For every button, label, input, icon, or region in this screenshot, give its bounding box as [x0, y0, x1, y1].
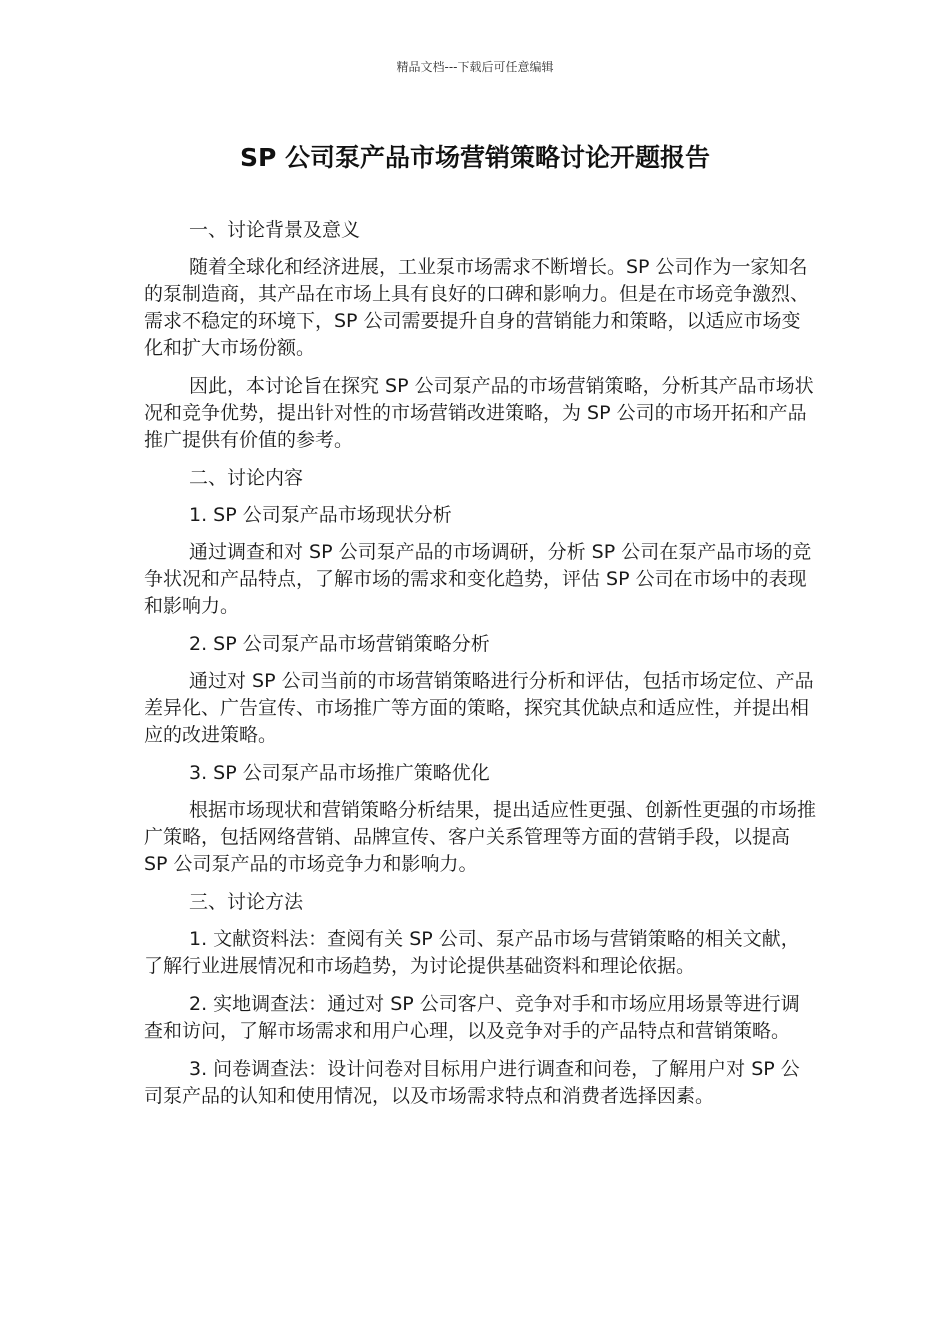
paragraph-background-2: 因此，本讨论旨在探究 SP 公司泵产品的市场营销策略，分析其产品市场状况和竞争优势，提出针对性的市场营销改进策略，为 SP 公司的市场开拓和产品推广提供有价值的参考。: [144, 375, 814, 451]
paragraph-method-literature: 1. 文献资料法：查阅有关 SP 公司、泵产品市场与营销策略的相关文献，了解行业进展情况和市场趋势，为讨论提供基础资料和理论依据。: [144, 928, 800, 977]
document-body: [144, 217, 816, 1121]
page-header-note: 精品文档---下载后可任意编辑: [396, 60, 554, 74]
subheading-marketing-strategy: 2. SP 公司泵产品市场营销策略分析: [189, 633, 490, 655]
subheading-market-status: 1. SP 公司泵产品市场现状分析: [189, 504, 452, 526]
paragraph-method-field-survey: 2. 实地调查法：通过对 SP 公司客户、竞争对手和市场应用场景等进行调查和访问，了解市场需求和用户心理，以及竞争对手的产品特点和营销策略。: [144, 993, 800, 1042]
paragraph-background-1: 随着全球化和经济进展，工业泵市场需求不断增长。SP 公司作为一家知名的泵制造商，其产品在市场上具有良好的口碑和影响力。但是在市场竞争激烈、需求不稳定的环境下，SP 公司需要提升自身的营销能力和策略，以适应市场变化和扩大市场份额。: [144, 256, 810, 359]
section-heading-content: 二、讨论内容: [189, 467, 304, 489]
paragraph-market-status: 通过调查和对 SP 公司泵产品的市场调研，分析 SP 公司在泵产品市场的竞争状况和产品特点，了解市场的需求和变化趋势，评估 SP 公司在市场中的表现和影响力。: [144, 541, 812, 617]
paragraph-method-questionnaire: 3. 问卷调查法：设计问卷对目标用户进行调查和问卷，了解用户对 SP 公司泵产品的认知和使用情况，以及市场需求特点和消费者选择因素。: [144, 1058, 800, 1107]
document-title: SP 公司泵产品市场营销策略讨论开题报告: [239, 143, 711, 172]
paragraph-promotion-optimization: 根据市场现状和营销策略分析结果，提出适应性更强、创新性更强的市场推广策略，包括网络营销、品牌宣传、客户关系管理等方面的营销手段，以提高 SP 公司泵产品的市场竞争力和影响力。: [144, 799, 817, 875]
subheading-promotion-optimization: 3. SP 公司泵产品市场推广策略优化: [189, 762, 490, 784]
paragraph-marketing-strategy: 通过对 SP 公司当前的市场营销策略进行分析和评估，包括市场定位、产品差异化、广告宣传、市场推广等方面的策略，探究其优缺点和适应性，并提出相应的改进策略。: [144, 670, 814, 746]
section-heading-background: 一、讨论背景及意义: [189, 219, 361, 241]
section-heading-methods: 三、讨论方法: [189, 891, 304, 913]
